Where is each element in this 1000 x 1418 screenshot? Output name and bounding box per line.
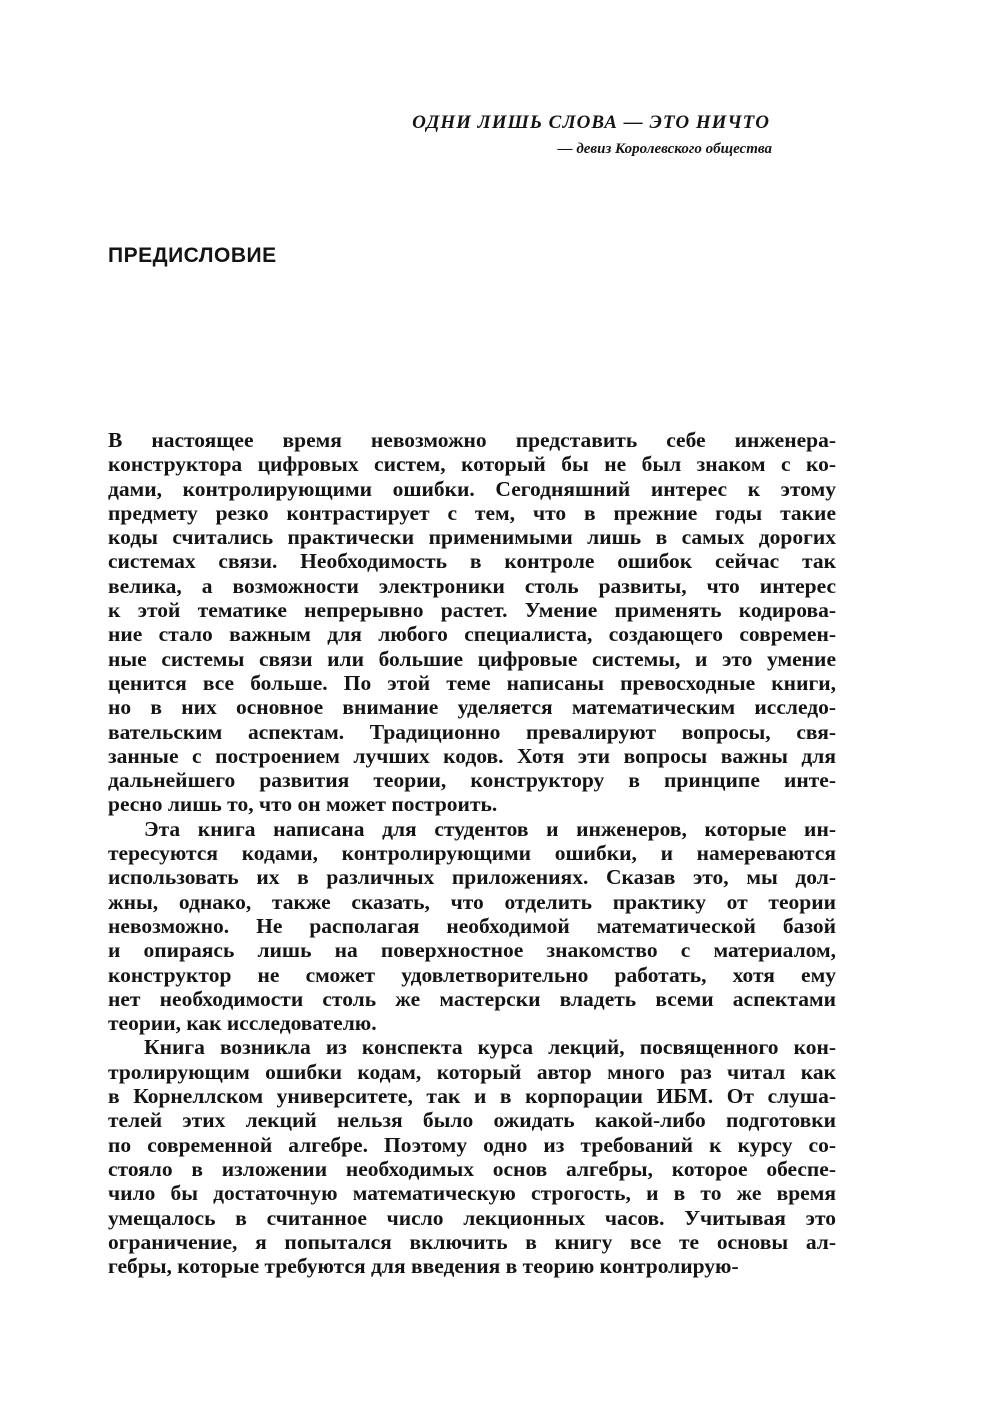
paragraph-3-line: Книга возникла из конспекта курса лекций, посвященного кон- [144, 1035, 836, 1060]
paragraph-1-line: дами, контролирующими ошибки. Сегодняшний интерес к этому [108, 476, 836, 501]
paragraph-3-line: умещалось в считанное число лекционных часов. Учитывая это [108, 1205, 836, 1230]
paragraph-2-line: невозможно. Не располагая необходимой математической базой [108, 913, 836, 938]
paragraph-2-line: и опираясь лишь на поверхностное знакомство с материалом, [108, 938, 836, 963]
paragraph-3-line: по современной алгебре. Поэтому одно из требований к курсу со- [108, 1132, 836, 1157]
paragraph-1-line: дальнейшего развития теории, конструктору в принципе инте- [108, 768, 836, 793]
paragraph-1-line: В настоящее время невозможно представить себе инженера- [108, 428, 836, 452]
paragraph-1-line: ние стало важным для любого специалиста, создающего современ- [108, 622, 836, 647]
epigraph-quote: ОДНИ ЛИШЬ СЛОВА — ЭТО НИЧТО [412, 112, 770, 133]
paragraph-3-line: чило бы достаточную математическую строгость, и в то же время [108, 1181, 836, 1206]
paragraph-1-line: занные с построением лучших кодов. Хотя эти вопросы важны для [108, 743, 836, 768]
paragraph-1-line: вательским аспектам. Традиционно превалируют вопросы, свя- [108, 719, 836, 744]
paragraph-3-line: в Корнеллском университете, так и в корпорации ИБМ. От слуша- [108, 1084, 836, 1109]
paragraph-3-line: ограничение, я попытался включить в книгу все те основы ал- [108, 1229, 836, 1254]
paragraph-2-line: тересуются кодами, контролирующими ошибки, и намереваются [108, 841, 836, 866]
paragraph-1-line: коды считались практически применимыми лишь в самых дорогих [108, 525, 836, 550]
paragraph-1-line: системах связи. Необходимость в контроле ошибок сейчас так [108, 549, 836, 574]
paragraph-1-line: предмету резко контрастирует с тем, что в прежние годы такие [108, 500, 836, 525]
epigraph-source: — девиз Королевского общества [557, 141, 772, 157]
paragraph-2-line: Эта книга написана для студентов и инженеров, которые ин- [144, 816, 836, 841]
paragraph-3-line: тролирующим ошибки кодам, который автор много раз читал как [108, 1059, 836, 1084]
paragraph-2-line: конструктор не сможет удовлетворительно работать, хотя ему [108, 962, 836, 987]
paragraph-2-line: использовать их в различных приложениях. Сказав это, мы дол- [108, 865, 836, 890]
paragraph-3-line: гебры, которые требуются для введения в теорию контролирую- [108, 1254, 739, 1279]
paragraph-1-line: но в них основное внимание уделяется математическим исследо- [108, 695, 836, 720]
paragraph-2-line: нет необходимости столь же мастерски владеть всеми аспектами [108, 986, 836, 1011]
paragraph-1-line: конструктора цифровых систем, который бы не был знаком с ко- [108, 452, 836, 477]
paragraph-2-line: теории, как исследователю. [108, 1011, 377, 1036]
paragraph-1-line: к этой тематике непрерывно растет. Умение применять кодирова- [108, 598, 836, 623]
paragraph-1-line: ресно лишь то, что он может построить. [108, 792, 498, 817]
page-title: ПРЕДИСЛОВИЕ [108, 244, 277, 267]
paragraph-1-line: велика, а возможности электроники столь развиты, что интерес [108, 573, 836, 598]
paragraph-2-line: жны, однако, также сказать, что отделить практику от теории [108, 889, 836, 914]
body-text [108, 428, 836, 1278]
paragraph-3-line: стояло в изложении необходимых основ алгебры, которое обеспе- [108, 1156, 836, 1181]
paragraph-3-line: телей этих лекций нельзя было ожидать какой-либо подготовки [108, 1108, 836, 1133]
epigraph [352, 110, 772, 160]
paragraph-1-line: ценится все больше. По этой теме написаны превосходные книги, [108, 670, 836, 695]
paragraph-1-line: ные системы связи или большие цифровые системы, и это умение [108, 646, 836, 671]
